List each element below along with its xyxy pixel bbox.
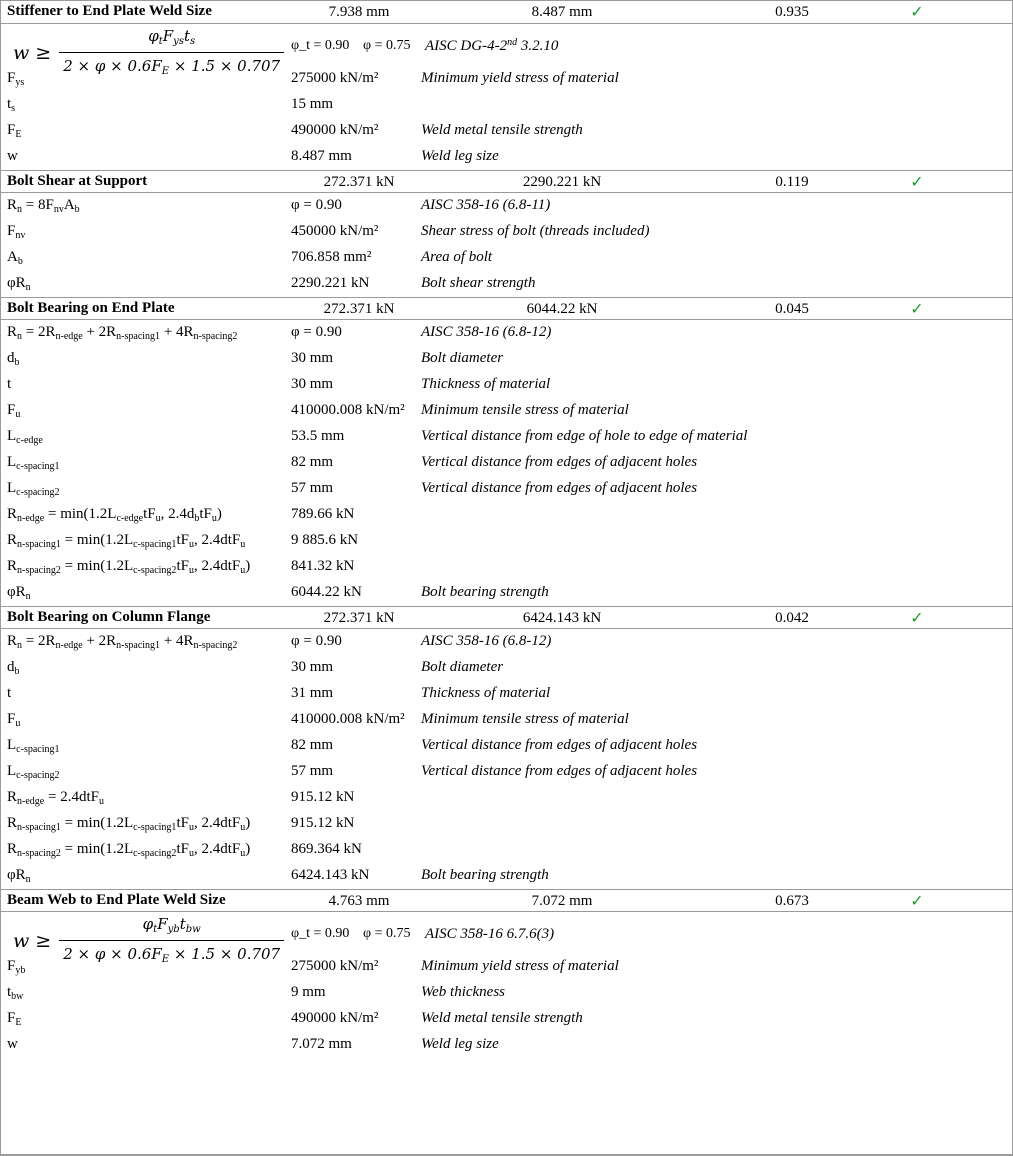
detail-value: 490000 kN/m²: [291, 1010, 379, 1026]
detail-row: [1, 450, 1012, 476]
section-demand: 272.371 kN: [323, 301, 395, 317]
detail-description: Thickness of material: [421, 376, 551, 392]
detail-symbol: $R_{n-spacing1} = \min(1.2L_{c-spacing1}tF_u$, 2.4dtF$_u$: [7, 532, 246, 550]
detail-symbol: $t_{bw}$: [7, 984, 24, 1002]
status-check-icon: ✓: [910, 608, 924, 627]
section-demand: 272.371 kN: [323, 174, 395, 190]
detail-value: 450000 kN/m²: [291, 223, 379, 239]
detail-value: 841.32 kN: [291, 558, 355, 574]
detail-symbol: $F_{ys}$: [7, 70, 25, 88]
section-capacity: 6424.143 kN: [522, 610, 602, 626]
detail-value: 915.12 kN: [291, 789, 355, 805]
section-ratio: 0.673: [775, 893, 809, 909]
detail-row: [1, 346, 1012, 372]
detail-value: 6424.143 kN: [291, 867, 370, 883]
detail-symbol: $R_{n-spacing2} = \min(1.2L_{c-spacing2}tF_u$, 2.4dtF$_u$): [7, 841, 251, 859]
nominal-strength-equation: $R_n = 2R_{n-edge} + 2R_{n-spacing1} + 4R_{n-spacing2}$: [7, 324, 238, 342]
detail-row: [1, 785, 1012, 811]
detail-symbol: t: [7, 376, 12, 392]
detail-description: Vertical distance from edges of adjacent holes: [421, 737, 698, 753]
detail-value: 57 mm: [291, 763, 334, 779]
detail-row: [1, 92, 1012, 118]
detail-value: 789.66 kN: [291, 506, 355, 522]
detail-symbol: $F_{nv}$: [7, 223, 26, 241]
phi-t-value: φ_t = 0.90: [291, 926, 350, 941]
formula-denominator: $2 \times \varphi \times 0.6F_E \times 1.5 \times 0.707$: [63, 945, 281, 965]
formula-lhs: w ≥: [13, 41, 52, 64]
detail-description: Vertical distance from edges of adjacent holes: [421, 480, 698, 496]
phi-value: φ = 0.90: [291, 324, 342, 340]
detail-row: [1, 837, 1012, 863]
detail-row: [1, 980, 1012, 1006]
detail-description: Web thickness: [421, 984, 506, 1000]
detail-symbol: $L_{c-spacing1}$: [7, 454, 60, 472]
detail-symbol: $\varphi R_n$: [7, 584, 31, 602]
detail-row: [1, 476, 1012, 502]
detail-row: [1, 502, 1012, 528]
detail-symbol: w: [7, 1036, 18, 1052]
detail-symbol: $R_{n-edge} = 2.4dtF_u$: [7, 789, 104, 807]
section-header-row: [1, 170, 1012, 193]
nominal-strength-equation: $R_n = 2R_{n-edge} + 2R_{n-spacing1} + 4R_{n-spacing2}$: [7, 633, 238, 651]
detail-row: [1, 863, 1012, 889]
detail-description: Weld leg size: [421, 148, 499, 164]
detail-description: Bolt diameter: [421, 350, 504, 366]
phi-value: φ = 0.90: [291, 633, 342, 649]
detail-value: 31 mm: [291, 685, 334, 701]
code-reference: AISC DG-4-2nd 3.2.10: [425, 37, 559, 54]
detail-symbol: $F_u$: [7, 402, 21, 420]
detail-value: 275000 kN/m²: [291, 958, 379, 974]
detail-description: Minimum yield stress of material: [421, 70, 619, 86]
section-ratio: 0.119: [775, 174, 809, 190]
detail-value: 869.364 kN: [291, 841, 362, 857]
detail-description: Bolt diameter: [421, 659, 504, 675]
section-capacity: 6044.22 kN: [526, 301, 598, 317]
formula-numerator: $\varphi_tF_{ys}t_s$: [59, 24, 284, 53]
detail-value: 30 mm: [291, 376, 334, 392]
detail-description: Thickness of material: [421, 685, 551, 701]
detail-value: 82 mm: [291, 737, 334, 753]
detail-row: [1, 528, 1012, 554]
detail-value: 30 mm: [291, 659, 334, 675]
phi-t-value: φ_t = 0.90: [291, 38, 350, 53]
section-capacity: 8.487 mm: [531, 4, 593, 20]
detail-symbol: $L_{c-spacing2}$: [7, 480, 60, 498]
detail-symbol: $F_u$: [7, 711, 21, 729]
detail-description: Bolt bearing strength: [421, 867, 549, 883]
status-check-icon: ✓: [910, 299, 924, 318]
detail-row: [1, 424, 1012, 450]
formula-denominator: $2 \times \varphi \times 0.6F_E \times 1.5 \times 0.707$: [63, 57, 281, 77]
detail-symbol: $F_E$: [7, 1010, 22, 1028]
detail-description: Vertical distance from edges of adjacent holes: [421, 454, 698, 470]
detail-symbol: $L_{c-spacing2}$: [7, 763, 60, 781]
detail-row: [1, 245, 1012, 271]
detail-row: [1, 144, 1012, 170]
detail-row: [1, 707, 1012, 733]
formula-row: [1, 24, 1012, 77]
detail-value: 15 mm: [291, 96, 334, 112]
detail-description: Minimum yield stress of material: [421, 958, 619, 974]
section-header-row: [1, 606, 1012, 629]
section-ratio: 0.045: [775, 301, 809, 317]
detail-description: Bolt bearing strength: [421, 584, 549, 600]
section-title: Bolt Bearing on End Plate: [7, 300, 175, 316]
bottom-divider: [1, 1154, 1012, 1155]
detail-value: 7.072 mm: [291, 1036, 352, 1052]
detail-value: 57 mm: [291, 480, 334, 496]
detail-row: [1, 66, 1012, 92]
section-header-row: [1, 889, 1012, 912]
section-ratio: 0.042: [775, 610, 809, 626]
status-check-icon: ✓: [910, 2, 924, 21]
status-check-icon: ✓: [910, 891, 924, 910]
formula-numerator: $\varphi_tF_{yb}t_{bw}$: [59, 912, 284, 941]
detail-symbol: $R_{n-spacing2} = \min(1.2L_{c-spacing2}tF_u$, 2.4dtF$_u$): [7, 558, 251, 576]
detail-symbol: t: [7, 685, 12, 701]
detail-description: Weld leg size: [421, 1036, 499, 1052]
detail-description: Vertical distance from edges of adjacent holes: [421, 763, 698, 779]
phi-value: φ = 0.75: [363, 926, 411, 941]
section-ratio: 0.935: [775, 4, 809, 20]
phi-value: φ = 0.90: [291, 197, 342, 213]
detail-value: 275000 kN/m²: [291, 70, 379, 86]
detail-value: 82 mm: [291, 454, 334, 470]
equation-row: [1, 320, 1012, 346]
section-title: Beam Web to End Plate Weld Size: [7, 892, 226, 908]
detail-row: [1, 759, 1012, 785]
section-capacity: 2290.221 kN: [522, 174, 602, 190]
detail-symbol: $R_{n-edge} = \min(1.2L_{c-edge}tF_u$, $2.4d_btF_u$): [7, 506, 222, 524]
detail-symbol: $F_E$: [7, 122, 22, 140]
detail-value: 2290.221 kN: [291, 275, 370, 291]
section-demand: 272.371 kN: [323, 610, 395, 626]
detail-description: Shear stress of bolt (threads included): [421, 223, 650, 239]
detail-row: [1, 681, 1012, 707]
section-capacity: 7.072 mm: [531, 893, 593, 909]
detail-symbol: $d_b$: [7, 659, 20, 677]
detail-value: 9 mm: [291, 984, 326, 1000]
section-title: Stiffener to End Plate Weld Size: [7, 3, 212, 19]
detail-row: [1, 811, 1012, 837]
detail-symbol: $R_{n-spacing1} = \min(1.2L_{c-spacing1}tF_u$, 2.4dtF$_u$): [7, 815, 251, 833]
detail-value: 490000 kN/m²: [291, 122, 379, 138]
detail-symbol: $d_b$: [7, 350, 20, 368]
section-title: Bolt Shear at Support: [7, 173, 148, 189]
detail-row: [1, 554, 1012, 580]
detail-row: [1, 733, 1012, 759]
code-reference: AISC 358-16 (6.8-12): [421, 633, 552, 649]
detail-symbol: $L_{c-edge}$: [7, 428, 43, 446]
equation-row: [1, 193, 1012, 219]
detail-row: [1, 398, 1012, 424]
section-title: Bolt Bearing on Column Flange: [7, 609, 211, 625]
detail-value: 8.487 mm: [291, 148, 352, 164]
detail-symbol: w: [7, 148, 18, 164]
detail-row: [1, 954, 1012, 980]
detail-value: 9 885.6 kN: [291, 532, 359, 548]
detail-row: [1, 118, 1012, 144]
formula-lhs: w ≥: [13, 929, 52, 952]
detail-symbol: $t_s$: [7, 96, 16, 114]
section-demand: 7.938 mm: [328, 4, 390, 20]
detail-value: 30 mm: [291, 350, 334, 366]
detail-description: Vertical distance from edge of hole to edge of material: [421, 428, 748, 444]
detail-row: [1, 655, 1012, 681]
detail-row: [1, 219, 1012, 245]
equation-row: [1, 629, 1012, 655]
nominal-strength-equation: $R_n = 8F_{nv}A_b$: [7, 197, 80, 215]
code-reference: AISC 358-16 (6.8-11): [421, 197, 551, 213]
detail-description: Minimum tensile stress of material: [421, 711, 629, 727]
section-demand: 4.763 mm: [328, 893, 390, 909]
detail-value: 6044.22 kN: [291, 584, 362, 600]
detail-value: 410000.008 kN/m²: [291, 711, 405, 727]
detail-symbol: $F_{yb}$: [7, 958, 26, 976]
detail-value: 410000.008 kN/m²: [291, 402, 405, 418]
detail-value: 53.5 mm: [291, 428, 345, 444]
detail-description: Bolt shear strength: [421, 275, 536, 291]
detail-row: [1, 580, 1012, 606]
detail-description: Weld metal tensile strength: [421, 122, 583, 138]
detail-symbol: $\varphi R_n$: [7, 867, 31, 885]
section-header-row: [1, 1, 1012, 24]
detail-row: [1, 1032, 1012, 1058]
detail-row: [1, 271, 1012, 297]
detail-symbol: $A_b$: [7, 249, 23, 267]
code-reference: AISC 358-16 6.7.6(3): [425, 926, 555, 942]
formula-row: [1, 912, 1012, 965]
detail-symbol: $L_{c-spacing1}$: [7, 737, 60, 755]
code-reference: AISC 358-16 (6.8-12): [421, 324, 552, 340]
detail-symbol: $\varphi R_n$: [7, 275, 31, 293]
status-check-icon: ✓: [910, 172, 924, 191]
detail-description: Area of bolt: [421, 249, 493, 265]
detail-value: 915.12 kN: [291, 815, 355, 831]
detail-description: Weld metal tensile strength: [421, 1010, 583, 1026]
detail-description: Minimum tensile stress of material: [421, 402, 629, 418]
phi-value: φ = 0.75: [363, 38, 411, 53]
detail-row: [1, 372, 1012, 398]
detail-row: [1, 1006, 1012, 1032]
section-header-row: [1, 297, 1012, 320]
detail-value: 706.858 mm²: [291, 249, 372, 265]
